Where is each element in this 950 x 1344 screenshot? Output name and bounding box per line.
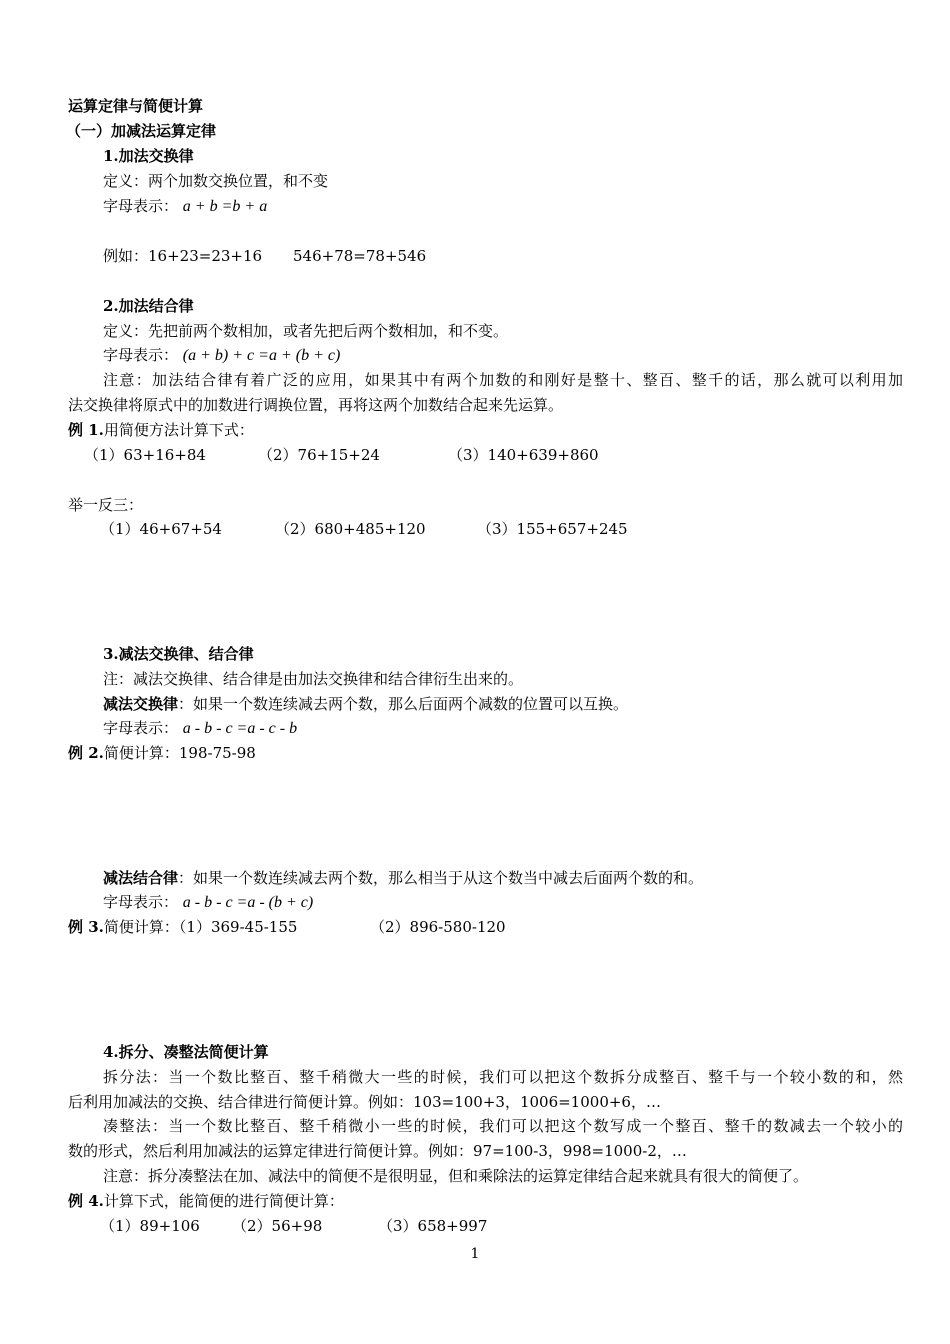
example-text: 简便计算：198-75-98 — [103, 744, 256, 762]
exercise-item: （1）46+67+54 — [100, 520, 222, 538]
document-title: 运算定律与简便计算 — [68, 97, 204, 115]
formula: a - b - c =a - (b + c) — [182, 894, 314, 911]
example-text: 计算下式，能简便的进行简便计算： — [103, 1192, 344, 1210]
example-text: 简便计算： — [103, 918, 179, 936]
formula-label: 字母表示： — [103, 197, 179, 215]
example-1-prompt — [68, 420, 254, 440]
exercise-item: （3）658+997 — [378, 1217, 488, 1235]
note-text: 法交换律将原式中的加数进行调换位置，再将这两个加数结合起来先运算。 — [68, 396, 564, 414]
subsection-heading: 4.拆分、凑整法简便计算 — [103, 1043, 269, 1061]
formula: (a + b) + c =a + (b + c) — [182, 347, 341, 364]
example-4-prompt — [68, 1191, 344, 1211]
definition-text: 定义：两个加数交换位置，和不变 — [103, 172, 329, 190]
formula-line — [103, 345, 340, 366]
exercise-item: （1）369-45-155 — [178, 918, 298, 936]
exercise-item: （3）140+639+860 — [448, 446, 599, 464]
example-line — [103, 246, 262, 266]
rule-term: 减法结合律 — [103, 869, 179, 887]
rule-term: 减法交换律 — [103, 695, 179, 713]
rule-text: ：如果一个数连续减去两个数，那么后面两个减数的位置可以互换。 — [178, 695, 629, 713]
note-text: 注：减法交换律、结合律是由加法交换律和结合律衍生出来的。 — [103, 670, 524, 688]
example-text: 用简便方法计算下式： — [103, 421, 254, 439]
exercise-item: （2）76+15+24 — [258, 446, 380, 464]
method-text: 数的形式，然后利用加减法的运算定律进行简便计算。例如：97=100-3，998=1000-2，… — [68, 1142, 687, 1160]
rule-text: ：如果一个数连续减去两个数，那么相当于从这个数当中减去后面两个数的和。 — [178, 869, 704, 887]
example-equation: 16+23=23+16 — [148, 247, 263, 265]
page-number: 1 — [470, 1246, 480, 1262]
rule-line — [103, 694, 628, 714]
exercise-item: （1）63+16+84 — [84, 446, 206, 464]
formula-line — [103, 196, 267, 217]
example-label: 例 3. — [68, 918, 104, 936]
exercise-item: （2）680+485+120 — [275, 520, 426, 538]
example-2-prompt — [68, 743, 256, 763]
method-text: 后利用加减法的交换、结合律进行简便计算。例如：103=100+3，1006=1000+6，… — [68, 1093, 661, 1111]
formula-line — [103, 892, 313, 913]
subsection-heading: 2.加法结合律 — [103, 297, 194, 315]
rule-line — [103, 868, 703, 888]
example-3-prompt — [68, 917, 297, 937]
exercise-item: （2）56+98 — [232, 1217, 323, 1235]
exercise-item: （1）89+106 — [100, 1217, 200, 1235]
example-label: 例如： — [103, 247, 149, 265]
formula: a + b =b + a — [182, 198, 268, 215]
exercise-item: （3）155+657+245 — [477, 520, 628, 538]
note-text: 注意：拆分凑整法在加、减法中的简便不是很明显，但和乘除法的运算定律结合起来就具有很大的简便了。 — [103, 1167, 809, 1185]
subsection-heading: 1.加法交换律 — [103, 147, 194, 165]
formula-label: 字母表示： — [103, 893, 179, 911]
section-heading: （一）加减法运算定律 — [66, 122, 217, 140]
formula-label: 字母表示： — [103, 346, 179, 364]
practice-label: 举一反三： — [68, 496, 144, 514]
exercise-item: （2）896-580-120 — [370, 918, 506, 936]
method-text: 凑整法：当一个数比整百、整千稍微小一些的时候，我们可以把这个数写成一个整百、整千的数减去一个较小的 — [103, 1117, 903, 1135]
example-label: 例 1. — [68, 421, 104, 439]
subsection-heading: 3.减法交换律、结合律 — [103, 645, 254, 663]
definition-text: 定义：先把前两个数相加，或者先把后两个数相加，和不变。 — [103, 322, 509, 340]
method-text: 拆分法：当一个数比整百、整千稍微大一些的时候，我们可以把这个数拆分成整百、整千与一个较小数的和，然 — [103, 1068, 903, 1086]
example-label: 例 4. — [68, 1192, 104, 1210]
note-text: 注意：加法结合律有着广泛的应用，如果其中有两个加数的和刚好是整十、整百、整千的话，那么就可以利用加 — [103, 371, 903, 389]
formula-line — [103, 718, 297, 739]
formula-label: 字母表示： — [103, 719, 179, 737]
formula: a - b - c =a - c - b — [182, 720, 298, 737]
example-equation: 546+78=78+546 — [293, 247, 427, 265]
example-label: 例 2. — [68, 744, 104, 762]
